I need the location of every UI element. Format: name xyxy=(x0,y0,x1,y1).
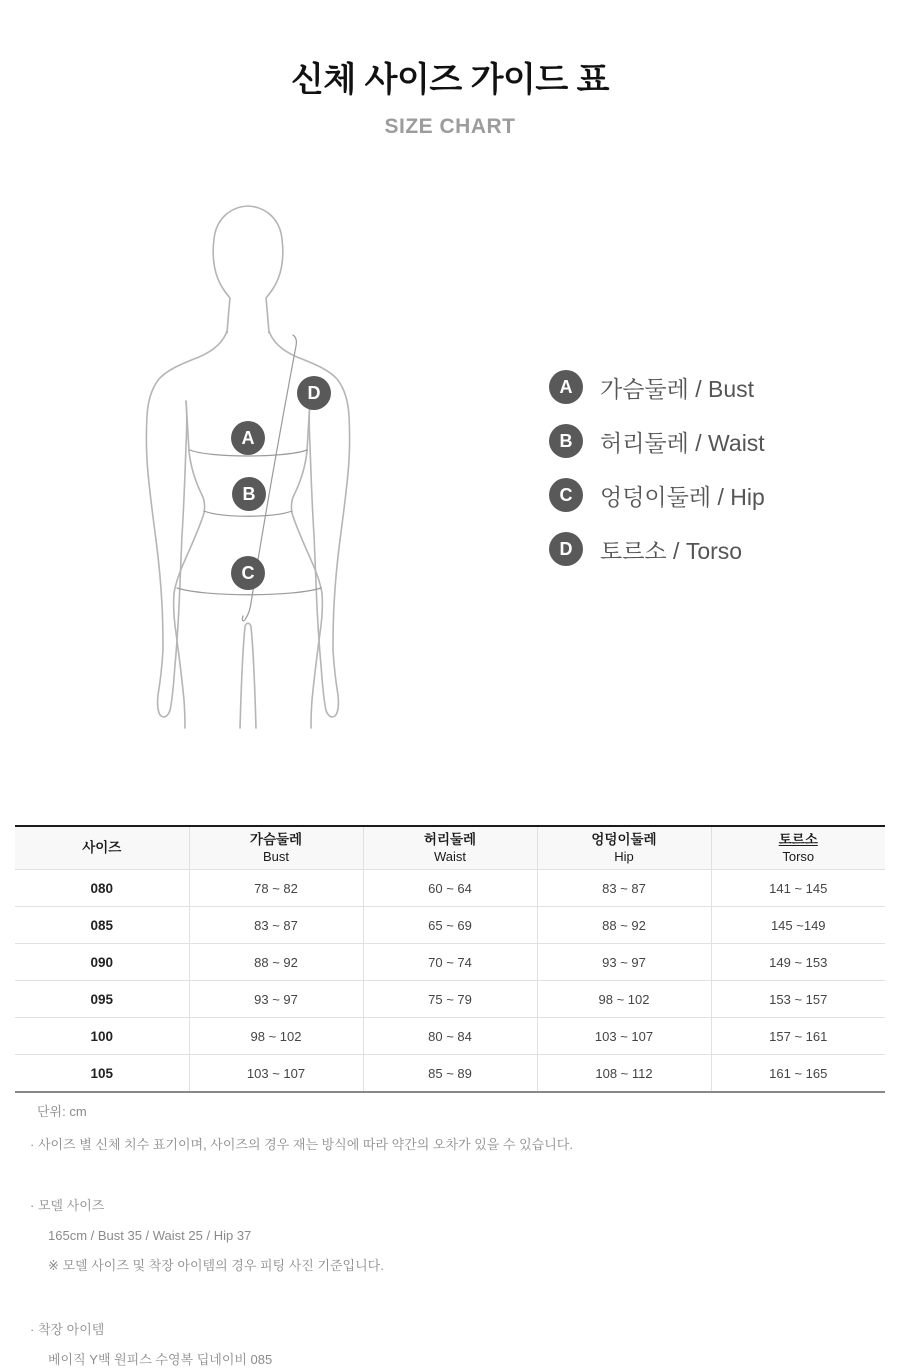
body-silhouette-illustration xyxy=(95,195,435,740)
legend-label: 엉덩이둘레 / Hip xyxy=(600,483,765,510)
table-row xyxy=(15,907,885,944)
legend-item-c xyxy=(549,478,765,512)
column-header-ko: 가슴둘레 xyxy=(249,832,303,847)
legend-item-a xyxy=(549,370,765,404)
table-row xyxy=(15,981,885,1018)
bust-cell: 88 ~ 92 xyxy=(189,944,363,981)
bust-cell: 103 ~ 107 xyxy=(189,1055,363,1092)
body-measurement-diagram xyxy=(0,195,900,740)
size-tolerance-note: · 사이즈 별 신체 치수 표기이며, 사이즈의 경우 재는 방식에 따라 약간의 오차가 있을 수 있습니다. xyxy=(30,1136,573,1152)
waist-cell: 70 ~ 74 xyxy=(363,944,537,981)
size-cell: 105 xyxy=(15,1055,189,1092)
hip-cell: 93 ~ 97 xyxy=(537,944,711,981)
model-size-value: 165cm / Bust 35 / Waist 25 / Hip 37 xyxy=(48,1227,252,1243)
torso-cell: 141 ~ 145 xyxy=(711,870,885,907)
footnotes xyxy=(0,1103,900,1368)
page-subtitle: SIZE CHART xyxy=(384,115,516,138)
torso-marker-badge: D xyxy=(297,376,331,410)
hip-cell: 108 ~ 112 xyxy=(537,1055,711,1092)
model-size-title: · 모델 사이즈 xyxy=(30,1197,105,1213)
legend-label: 허리둘레 / Waist xyxy=(600,429,765,456)
waist-cell: 65 ~ 69 xyxy=(363,907,537,944)
fit-item-title: · 착장 아이템 xyxy=(30,1321,105,1337)
waist-cell: 85 ~ 89 xyxy=(363,1055,537,1092)
torso-cell: 161 ~ 165 xyxy=(711,1055,885,1092)
bust-cell: 78 ~ 82 xyxy=(189,870,363,907)
column-header xyxy=(711,826,885,870)
column-header-ko: 토르소 xyxy=(778,832,818,847)
waist-cell: 75 ~ 79 xyxy=(363,981,537,1018)
waist-cell: 60 ~ 64 xyxy=(363,870,537,907)
size-cell: 090 xyxy=(15,944,189,981)
column-header-en: Waist xyxy=(433,848,467,864)
legend-label: 토르소 / Torso xyxy=(600,537,743,564)
table-body xyxy=(15,870,885,1092)
column-header-en: Torso xyxy=(782,848,815,864)
bust-cell: 98 ~ 102 xyxy=(189,1018,363,1055)
hip-cell: 98 ~ 102 xyxy=(537,981,711,1018)
column-header-en: Hip xyxy=(614,848,634,864)
size-cell: 085 xyxy=(15,907,189,944)
column-header xyxy=(189,826,363,870)
legend-item-b xyxy=(549,424,765,458)
legend-letter-icon: D xyxy=(549,532,583,566)
waist-marker-badge: B xyxy=(232,477,266,511)
unit-note: 단위: cm xyxy=(37,1103,87,1119)
hip-cell: 88 ~ 92 xyxy=(537,907,711,944)
table-row xyxy=(15,1055,885,1092)
column-header xyxy=(15,826,189,870)
model-fitting-note: ※ 모델 사이즈 및 착장 아이템의 경우 피팅 사진 기준입니다. xyxy=(48,1257,384,1273)
bust-marker-badge: A xyxy=(231,421,265,455)
size-chart-table-wrap xyxy=(15,825,885,1093)
column-header xyxy=(363,826,537,870)
torso-cell: 145 ~149 xyxy=(711,907,885,944)
legend-label: 가슴둘레 / Bust xyxy=(600,375,755,402)
column-header xyxy=(537,826,711,870)
hip-cell: 103 ~ 107 xyxy=(537,1018,711,1055)
torso-cell: 149 ~ 153 xyxy=(711,944,885,981)
legend-letter-icon: B xyxy=(549,424,583,458)
size-cell: 095 xyxy=(15,981,189,1018)
size-cell: 100 xyxy=(15,1018,189,1055)
legend-letter-icon: C xyxy=(549,478,583,512)
legend-item-d xyxy=(549,532,765,566)
table-row xyxy=(15,870,885,907)
table-row xyxy=(15,944,885,981)
column-header-en: Bust xyxy=(262,848,289,864)
column-header-ko: 엉덩이둘레 xyxy=(591,832,657,847)
table-header-row xyxy=(15,826,885,870)
table-row xyxy=(15,1018,885,1055)
size-guide-heading xyxy=(0,0,900,139)
size-chart-table xyxy=(15,825,885,1093)
measurement-legend xyxy=(549,370,765,586)
size-cell: 080 xyxy=(15,870,189,907)
hip-marker-badge: C xyxy=(231,556,265,590)
fit-item-value: 베이직 Y백 원피스 수영복 딥네이비 085 xyxy=(48,1351,273,1367)
hip-cell: 83 ~ 87 xyxy=(537,870,711,907)
bust-cell: 93 ~ 97 xyxy=(189,981,363,1018)
torso-cell: 153 ~ 157 xyxy=(711,981,885,1018)
legend-letter-icon: A xyxy=(549,370,583,404)
waist-cell: 80 ~ 84 xyxy=(363,1018,537,1055)
torso-cell: 157 ~ 161 xyxy=(711,1018,885,1055)
column-header-ko: 사이즈 xyxy=(82,840,122,856)
bust-cell: 83 ~ 87 xyxy=(189,907,363,944)
column-header-ko: 허리둘레 xyxy=(423,832,477,847)
page-title: 신체 사이즈 가이드 표 xyxy=(291,61,609,99)
